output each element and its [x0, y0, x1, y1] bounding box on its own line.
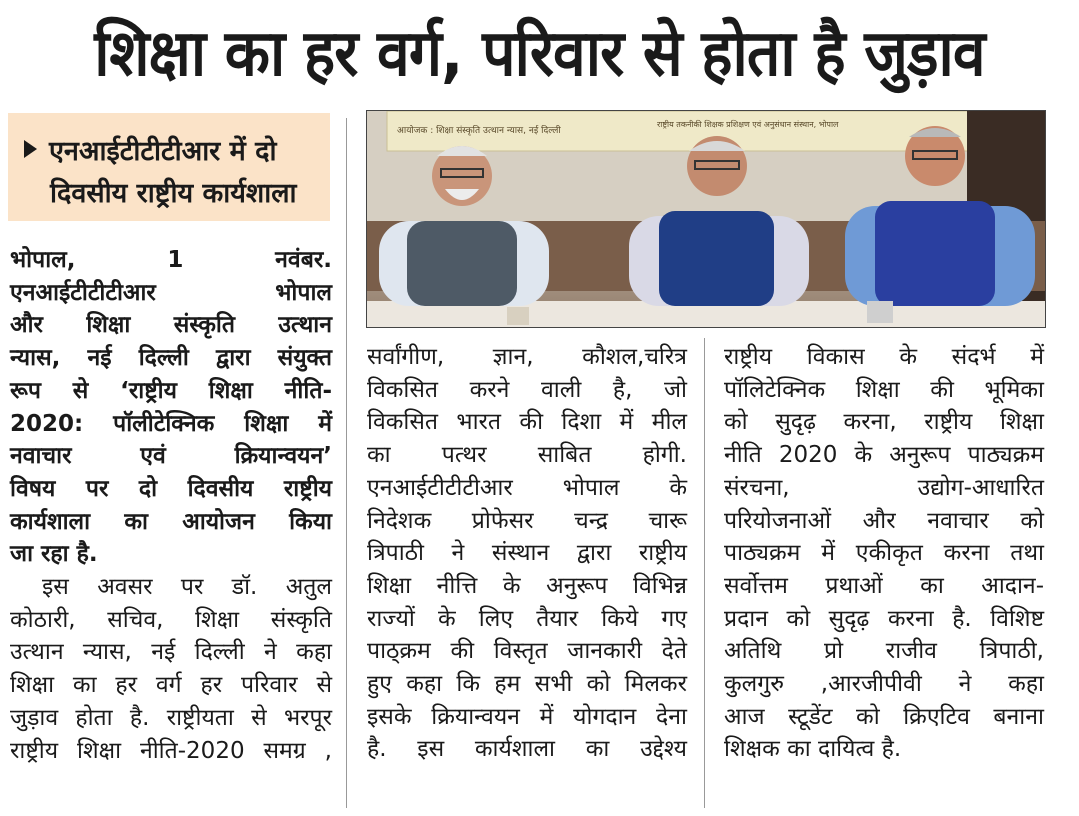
body-line: नीति 2020 के अनुरूप पाठ्यक्रम — [724, 442, 1044, 469]
body-line: सर्वांगीण, ज्ञान, कौशल,चरित्र — [367, 344, 687, 370]
lead-line: 2020: पॉलीटेक्निक शिक्षा में — [10, 410, 332, 437]
body-line: इसके क्रियान्वयन में योगदान देना — [367, 703, 687, 730]
banner-left-text: आयोजक : शिक्षा संस्कृति उत्थान न्यास, नई दिल्ली — [397, 126, 561, 136]
lead-line: एनआईटीटीटीआर भोपाल — [10, 279, 332, 306]
lead-line: और शिक्षा संस्कृति उत्थान — [10, 312, 332, 339]
body-line: शिक्षा नीत्ति के अनुरूप विभिन्न — [367, 572, 687, 599]
body-line: प्रदान को सुदृढ़ करना है. विशिष्ट — [724, 605, 1044, 632]
body-line: कुलगुरु ,आरजीपीवी ने कहा — [724, 671, 1044, 698]
body-paragraph — [10, 571, 332, 767]
body-line: पाठ्क्रम की विस्तृत जानकारी देते — [367, 638, 687, 665]
lead-line: जा रहा है. — [10, 541, 98, 568]
event-photo — [366, 110, 1046, 328]
body-line: निदेशक प्रोफेसर चन्द्र चारू — [367, 507, 687, 534]
body-line: शिक्षक का दायित्व है. — [724, 736, 902, 763]
column-3 — [724, 341, 1044, 766]
headline: शिक्षा का हर वर्ग, परिवार से होता है जुड़ाव — [94, 16, 985, 91]
column-1 — [10, 244, 332, 767]
body-line: जुड़ाव होता है. राष्ट्रीयता से भरपूर — [10, 704, 332, 731]
lead-line: कार्यशाला का आयोजन किया — [10, 508, 332, 535]
body-line: एनआईटीटीटीआर भोपाल के — [367, 474, 687, 501]
event-photo-illustration — [367, 111, 1046, 328]
body-line: सर्वोत्तम प्रथाओं का आदान- — [724, 572, 1044, 599]
lead-paragraph — [10, 244, 332, 571]
body-line: उत्थान न्यास, नई दिल्ली ने कहा — [10, 639, 332, 666]
body-line: शिक्षा का हर वर्ग हर परिवार से — [10, 672, 332, 699]
body-line: पॉलिटेक्निक शिक्षा की भूमिका — [724, 376, 1044, 403]
body-line: है. इस कार्यशाला का उद्देश्य — [367, 736, 687, 763]
body-line: का पत्थर साबित होगी. — [367, 442, 687, 469]
kicker-line-1: एनआईटीटीटीआर में दो — [49, 136, 277, 167]
column-divider — [346, 118, 347, 808]
kicker-line-2: दिवसीय राष्ट्रीय कार्यशाला — [50, 178, 297, 209]
banner-right-text: राष्ट्रीय तकनीकी शिक्षक प्रशिक्षण एवं अनुसंधान संस्थान, भोपाल — [657, 120, 839, 129]
body-line: राज्यों के लिए तैयार किये गए — [367, 605, 687, 632]
body-line: आज स्टूडेंट को क्रिएटिव बनाना — [724, 703, 1044, 730]
body-line: कोठारी, सचिव, शिक्षा संस्कृति — [10, 606, 332, 633]
body-line: राष्ट्रीय शिक्षा नीति-2020 समग्र , — [10, 737, 332, 764]
body-line: परियोजनाओं और नवाचार को — [724, 507, 1044, 534]
kicker-box — [8, 113, 330, 221]
column-2 — [367, 341, 687, 766]
body-line: संरचना, उद्योग-आधारित — [724, 474, 1044, 501]
body-line: अतिथि प्रो राजीव त्रिपाठी, — [724, 638, 1044, 665]
body-line: त्रिपाठी ने संस्थान द्वारा राष्ट्रीय — [367, 540, 687, 567]
lead-line: न्यास, नई दिल्ली द्वारा संयुक्त — [10, 345, 332, 372]
triangle-bullet-icon — [24, 140, 37, 158]
lead-line: विषय पर दो दिवसीय राष्ट्रीय — [10, 475, 332, 502]
column-divider — [704, 338, 705, 808]
body-line: को सुदृढ़ करना, राष्ट्रीय शिक्षा — [724, 409, 1044, 436]
lead-line: भोपाल, 1 नवंबर. — [10, 247, 332, 273]
body-line: विकसित भारत की दिशा में मील — [367, 409, 687, 436]
body-line: हुए कहा कि हम सभी को मिलकर — [367, 671, 687, 698]
lead-line: रूप से ‘राष्ट्रीय शिक्षा नीति- — [10, 377, 332, 404]
lead-line: नवाचार एवं क्रियान्वयन’ — [10, 443, 332, 470]
body-line: राष्ट्रीय विकास के संदर्भ में — [724, 344, 1044, 370]
body-line: पाठ्यक्रम में एकीकृत करना तथा — [724, 540, 1044, 567]
body-line: विकसित करने वाली है, जो — [367, 376, 687, 403]
body-line: इस अवसर पर डॉ. अतुल — [42, 574, 332, 601]
